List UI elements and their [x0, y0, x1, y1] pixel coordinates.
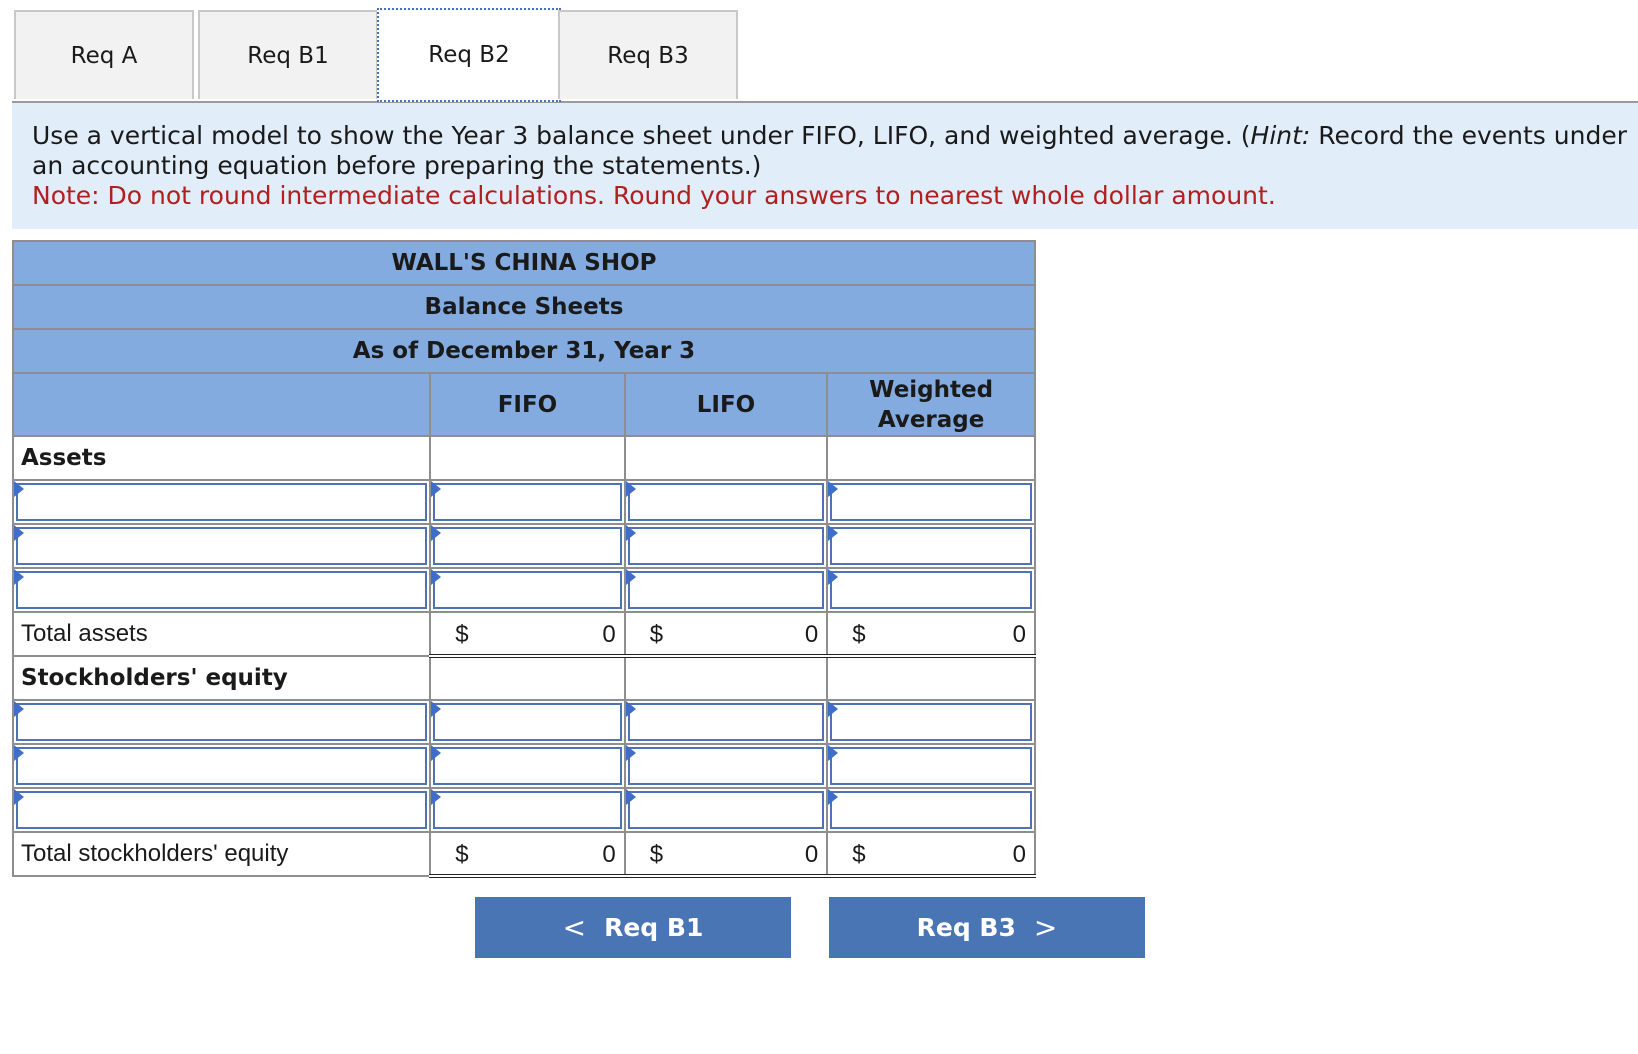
prev-req-b1-button[interactable] [475, 897, 791, 958]
tab-req-b2[interactable]: Req B2 [377, 8, 561, 102]
tab-req-b3[interactable]: Req B3 [558, 10, 738, 99]
equity-row [13, 788, 1035, 832]
equity-weighted-input[interactable] [827, 788, 1035, 832]
total-equity-row [13, 832, 1035, 876]
dropdown-marker-icon [14, 525, 24, 541]
dropdown-marker-icon [431, 481, 441, 497]
blank-header [13, 373, 430, 436]
equity-lifo-input[interactable] [625, 788, 828, 832]
total-equity-fifo: $ 0 [430, 832, 625, 876]
dropdown-marker-icon [431, 569, 441, 585]
asset-account-select[interactable] [13, 568, 430, 612]
asset-row [13, 480, 1035, 524]
next-req-b3-button[interactable] [829, 897, 1145, 958]
asset-row [13, 524, 1035, 568]
asset-row [13, 568, 1035, 612]
asset-lifo-input[interactable] [625, 480, 828, 524]
statement-date: As of December 31, Year 3 [13, 329, 1035, 373]
asset-fifo-input[interactable] [430, 480, 625, 524]
next-button-label: Req B3 [916, 913, 1016, 942]
dropdown-marker-icon [431, 789, 441, 805]
dropdown-marker-icon [828, 701, 838, 717]
asset-fifo-input[interactable] [430, 568, 625, 612]
dropdown-marker-icon [14, 745, 24, 761]
dropdown-marker-icon [14, 701, 24, 717]
dropdown-marker-icon [14, 789, 24, 805]
dropdown-marker-icon [626, 789, 636, 805]
dropdown-marker-icon [626, 569, 636, 585]
equity-fifo-input[interactable] [430, 788, 625, 832]
total-equity-weighted: $ 0 [827, 832, 1035, 876]
dropdown-marker-icon [626, 701, 636, 717]
dropdown-marker-icon [828, 789, 838, 805]
statement-title: Balance Sheets [13, 285, 1035, 329]
rounding-note: Note: Do not round intermediate calculations. Round your answers to nearest whole dollar amount. [32, 181, 1276, 210]
tab-bar [12, 8, 1638, 103]
dropdown-marker-icon [626, 481, 636, 497]
dropdown-marker-icon [14, 569, 24, 585]
equity-fifo-input[interactable] [430, 744, 625, 788]
asset-weighted-input[interactable] [827, 524, 1035, 568]
dropdown-marker-icon [14, 481, 24, 497]
company-name: WALL'S CHINA SHOP [13, 241, 1035, 285]
dropdown-marker-icon [431, 745, 441, 761]
asset-weighted-input[interactable] [827, 568, 1035, 612]
tab-req-a[interactable]: Req A [14, 10, 194, 99]
chevron-left-icon: < [562, 911, 587, 944]
column-header-weighted-average: Weighted Average [827, 373, 1035, 436]
equity-lifo-input[interactable] [625, 700, 828, 744]
equity-row [13, 700, 1035, 744]
equity-row [13, 744, 1035, 788]
dropdown-marker-icon [431, 701, 441, 717]
dropdown-marker-icon [828, 481, 838, 497]
asset-fifo-input[interactable] [430, 524, 625, 568]
total-equity-lifo: $ 0 [625, 832, 828, 876]
asset-weighted-input[interactable] [827, 480, 1035, 524]
asset-lifo-input[interactable] [625, 568, 828, 612]
total-assets-row [13, 612, 1035, 656]
chevron-right-icon: > [1033, 911, 1058, 944]
asset-account-select[interactable] [13, 524, 430, 568]
instructions-panel [12, 103, 1638, 229]
asset-lifo-input[interactable] [625, 524, 828, 568]
column-header-fifo: FIFO [430, 373, 625, 436]
balance-sheet-table [12, 240, 1036, 878]
dropdown-marker-icon [828, 745, 838, 761]
dropdown-marker-icon [828, 569, 838, 585]
total-assets-lifo: $ 0 [625, 612, 828, 656]
total-assets-weighted: $ 0 [827, 612, 1035, 656]
equity-weighted-input[interactable] [827, 744, 1035, 788]
total-assets-fifo: $ 0 [430, 612, 625, 656]
equity-section-label: Stockholders' equity [13, 656, 430, 700]
column-header-lifo: LIFO [625, 373, 828, 436]
dropdown-marker-icon [626, 745, 636, 761]
equity-account-select[interactable] [13, 744, 430, 788]
equity-account-select[interactable] [13, 788, 430, 832]
equity-lifo-input[interactable] [625, 744, 828, 788]
hint-word: Hint: [1250, 121, 1311, 150]
assets-section-label: Assets [13, 436, 430, 480]
dropdown-marker-icon [828, 525, 838, 541]
total-assets-label: Total assets [13, 612, 430, 656]
equity-account-select[interactable] [13, 700, 430, 744]
tab-req-b1[interactable]: Req B1 [198, 10, 378, 99]
prev-button-label: Req B1 [604, 913, 704, 942]
equity-weighted-input[interactable] [827, 700, 1035, 744]
instructions-text: Use a vertical model to show the Year 3 balance sheet under FIFO, LIFO, and weighted average. (Hint: Record the events under an accounting equation before preparing the statements.) [32, 121, 1627, 180]
dropdown-marker-icon [626, 525, 636, 541]
dropdown-marker-icon [431, 525, 441, 541]
asset-account-select[interactable] [13, 480, 430, 524]
total-equity-label: Total stockholders' equity [13, 832, 430, 876]
equity-fifo-input[interactable] [430, 700, 625, 744]
